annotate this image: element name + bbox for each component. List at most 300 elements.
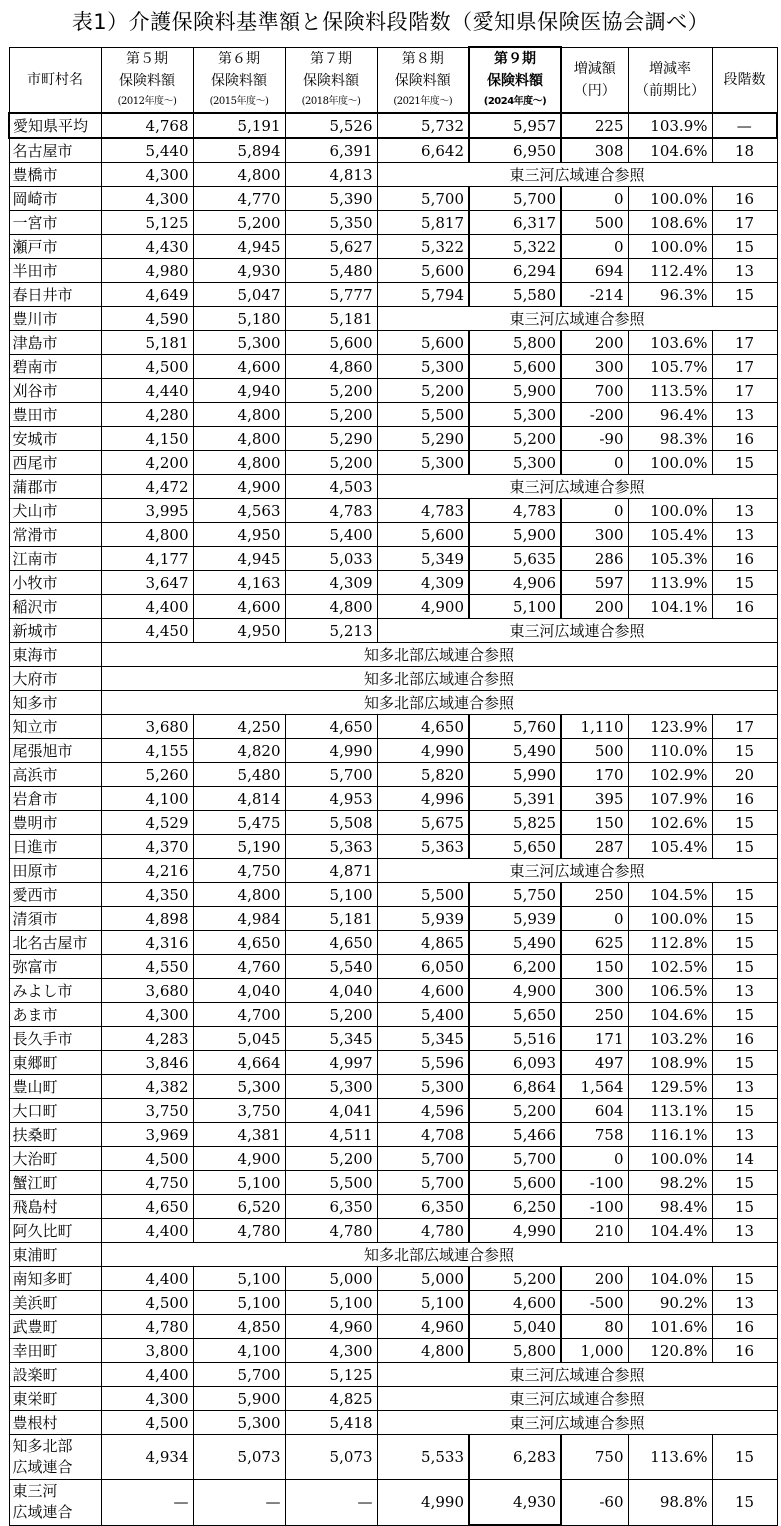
premium-period9: 5,800 — [469, 331, 561, 355]
step-count: 13 — [712, 1075, 777, 1099]
premium-period6: 5,180 — [193, 307, 285, 331]
premium-period8: 5,600 — [377, 331, 469, 355]
municipality-name: 幸田町 — [9, 1339, 101, 1363]
table-row — [9, 403, 777, 427]
municipality-name: 豊川市 — [9, 307, 101, 331]
change-amount: -90 — [561, 427, 628, 451]
premium-period8: 5,939 — [377, 907, 469, 931]
change-amount: -214 — [561, 283, 628, 307]
step-count: 15 — [712, 571, 777, 595]
premium-period9: 4,783 — [469, 499, 561, 523]
premium-period6: 4,700 — [193, 1003, 285, 1027]
premium-period6: 5,190 — [193, 835, 285, 859]
premium-period8: 5,000 — [377, 1267, 469, 1291]
premium-period5: 4,650 — [101, 1195, 193, 1219]
municipality-name: 西尾市 — [9, 451, 101, 475]
change-amount: 758 — [561, 1123, 628, 1147]
table-row — [9, 595, 777, 619]
municipality-name: 田原市 — [9, 859, 101, 883]
municipality-name: 大府市 — [9, 667, 101, 691]
premium-period5: 4,400 — [101, 595, 193, 619]
change-rate: 98.2% — [628, 1171, 712, 1195]
premium-period7: 4,871 — [285, 859, 377, 883]
premium-period9: 6,200 — [469, 955, 561, 979]
change-rate: 102.6% — [628, 811, 712, 835]
premium-period9: 5,391 — [469, 787, 561, 811]
change-amount: 0 — [561, 235, 628, 259]
premium-period6: 4,563 — [193, 499, 285, 523]
premium-period8: 6,642 — [377, 138, 469, 163]
premium-period7: 5,400 — [285, 523, 377, 547]
premium-period6: 4,760 — [193, 955, 285, 979]
step-count: 16 — [712, 1027, 777, 1051]
table-row — [9, 571, 777, 595]
premium-period5: 4,400 — [101, 1267, 193, 1291]
premium-period7: 5,200 — [285, 403, 377, 427]
change-rate: 102.9% — [628, 763, 712, 787]
premium-period5: 4,780 — [101, 1315, 193, 1339]
premium-period6: 4,850 — [193, 1315, 285, 1339]
step-count: 15 — [712, 835, 777, 859]
change-amount: 300 — [561, 523, 628, 547]
premium-period5: 3,680 — [101, 979, 193, 1003]
table-row — [9, 691, 777, 715]
premium-period5: 4,934 — [101, 1435, 193, 1480]
premium-period8: 5,500 — [377, 883, 469, 907]
change-rate: 104.5% — [628, 883, 712, 907]
table-row — [9, 1435, 777, 1480]
table-row — [9, 1147, 777, 1171]
step-count: 16 — [712, 1339, 777, 1363]
change-rate: 107.9% — [628, 787, 712, 811]
table-row — [9, 547, 777, 571]
premium-period7: 5,200 — [285, 451, 377, 475]
premium-period7: 4,783 — [285, 499, 377, 523]
change-amount: 0 — [561, 499, 628, 523]
reference-note: 東三河広域連合参照 — [377, 475, 777, 499]
premium-period7: 4,997 — [285, 1051, 377, 1075]
change-rate: 129.5% — [628, 1075, 712, 1099]
change-rate: 108.9% — [628, 1051, 712, 1075]
table-row — [9, 979, 777, 1003]
table-row — [9, 1315, 777, 1339]
table-row — [9, 787, 777, 811]
premium-period6: 4,814 — [193, 787, 285, 811]
premium-period8: 4,596 — [377, 1099, 469, 1123]
step-count: — — [712, 113, 777, 138]
change-rate: 101.6% — [628, 1315, 712, 1339]
change-rate: 123.9% — [628, 715, 712, 739]
municipality-name: 名古屋市 — [9, 138, 101, 163]
premium-period9: 6,317 — [469, 211, 561, 235]
table-row — [9, 283, 777, 307]
premium-period7: 5,345 — [285, 1027, 377, 1051]
premium-period7: 5,700 — [285, 763, 377, 787]
premium-period5: 4,370 — [101, 835, 193, 859]
header-municipality: 市町村名 — [9, 47, 101, 113]
premium-period6: 5,073 — [193, 1435, 285, 1480]
premium-period8: 5,675 — [377, 811, 469, 835]
premium-period9: 6,864 — [469, 1075, 561, 1099]
change-rate: 113.5% — [628, 379, 712, 403]
municipality-name: 清須市 — [9, 907, 101, 931]
premium-period8: 5,732 — [377, 113, 469, 138]
table-row — [9, 1171, 777, 1195]
premium-period5: 4,500 — [101, 1147, 193, 1171]
change-rate: 120.8% — [628, 1339, 712, 1363]
table-row — [9, 138, 777, 163]
table-row — [9, 1480, 777, 1526]
table-row — [9, 379, 777, 403]
municipality-name: 東栄町 — [9, 1387, 101, 1411]
table-row — [9, 1219, 777, 1243]
header-steps: 段階数 — [712, 47, 777, 113]
change-rate: 98.3% — [628, 427, 712, 451]
change-rate: 103.9% — [628, 113, 712, 138]
table-row — [9, 619, 777, 643]
premium-period7: 5,181 — [285, 307, 377, 331]
premium-period6: 4,984 — [193, 907, 285, 931]
municipality-name: 安城市 — [9, 427, 101, 451]
premium-period8: 6,050 — [377, 955, 469, 979]
premium-period7: 4,860 — [285, 355, 377, 379]
premium-period9: 5,650 — [469, 835, 561, 859]
premium-period6: 4,800 — [193, 403, 285, 427]
premium-period7: 4,041 — [285, 1099, 377, 1123]
reference-note: 東三河広域連合参照 — [377, 307, 777, 331]
premium-period8: 6,350 — [377, 1195, 469, 1219]
premium-period5: 4,316 — [101, 931, 193, 955]
premium-period8: 5,533 — [377, 1435, 469, 1480]
premium-period6: 4,945 — [193, 235, 285, 259]
change-amount: 497 — [561, 1051, 628, 1075]
premium-period7: 5,200 — [285, 1147, 377, 1171]
reference-note: 東三河広域連合参照 — [377, 163, 777, 187]
premium-period7: 5,418 — [285, 1411, 377, 1435]
premium-period9: 5,300 — [469, 403, 561, 427]
premium-period9: 5,200 — [469, 1267, 561, 1291]
premium-period7: 5,480 — [285, 259, 377, 283]
premium-period7: 6,391 — [285, 138, 377, 163]
table-row — [9, 307, 777, 331]
premium-period9: 5,600 — [469, 355, 561, 379]
table-row — [9, 811, 777, 835]
step-count: 15 — [712, 739, 777, 763]
premium-period5: 4,100 — [101, 787, 193, 811]
table-row — [9, 907, 777, 931]
premium-period8: 4,800 — [377, 1339, 469, 1363]
premium-period6: 5,191 — [193, 113, 285, 138]
premium-period7: 4,040 — [285, 979, 377, 1003]
change-amount: 170 — [561, 763, 628, 787]
premium-period7: 5,200 — [285, 1003, 377, 1027]
change-rate: 110.0% — [628, 739, 712, 763]
reference-note: 東三河広域連合参照 — [377, 619, 777, 643]
premium-period6: 5,894 — [193, 138, 285, 163]
premium-period9: 5,990 — [469, 763, 561, 787]
premium-period8: 4,783 — [377, 499, 469, 523]
premium-period8: 5,100 — [377, 1291, 469, 1315]
change-amount: -100 — [561, 1171, 628, 1195]
table-row — [9, 451, 777, 475]
municipality-name: 知立市 — [9, 715, 101, 739]
premium-period6: 5,100 — [193, 1267, 285, 1291]
premium-period9: 6,283 — [469, 1435, 561, 1480]
table-row — [9, 1099, 777, 1123]
premium-period7: 5,627 — [285, 235, 377, 259]
step-count: 20 — [712, 763, 777, 787]
header-period5: 第５期 保険料額 (2012年度〜) — [101, 47, 193, 113]
premium-period6: 5,300 — [193, 331, 285, 355]
premium-period7: 5,073 — [285, 1435, 377, 1480]
change-amount: 0 — [561, 1147, 628, 1171]
premium-period7: 4,953 — [285, 787, 377, 811]
step-count: 15 — [712, 1099, 777, 1123]
premium-period6: 5,100 — [193, 1171, 285, 1195]
municipality-name: 大口町 — [9, 1099, 101, 1123]
premium-period7: 5,777 — [285, 283, 377, 307]
premium-period9: 5,300 — [469, 451, 561, 475]
change-rate: 96.3% — [628, 283, 712, 307]
reference-note: 東三河広域連合参照 — [377, 1387, 777, 1411]
municipality-name: 大治町 — [9, 1147, 101, 1171]
table-row — [9, 1027, 777, 1051]
premium-period7: 5,526 — [285, 113, 377, 138]
premium-period8: 5,500 — [377, 403, 469, 427]
premium-period8: 5,700 — [377, 1171, 469, 1195]
municipality-name: 尾張旭市 — [9, 739, 101, 763]
premium-period5: 4,590 — [101, 307, 193, 331]
municipality-name: 北名古屋市 — [9, 931, 101, 955]
table-row — [9, 859, 777, 883]
premium-period9: 6,294 — [469, 259, 561, 283]
step-count: 13 — [712, 523, 777, 547]
premium-period5: 4,898 — [101, 907, 193, 931]
municipality-name: あま市 — [9, 1003, 101, 1027]
change-amount: 250 — [561, 883, 628, 907]
table-row — [9, 259, 777, 283]
premium-period7: 5,363 — [285, 835, 377, 859]
premium-period9: 5,635 — [469, 547, 561, 571]
change-rate: 104.6% — [628, 1003, 712, 1027]
reference-note: 知多北部広域連合参照 — [101, 643, 777, 667]
change-rate: 116.1% — [628, 1123, 712, 1147]
premium-period5: 4,150 — [101, 427, 193, 451]
premium-period8: 5,400 — [377, 1003, 469, 1027]
premium-period6: 4,800 — [193, 163, 285, 187]
premium-period6: 5,200 — [193, 211, 285, 235]
change-rate: 100.0% — [628, 1147, 712, 1171]
premium-period9: 5,040 — [469, 1315, 561, 1339]
premium-period9: 5,200 — [469, 427, 561, 451]
premium-period6: 5,047 — [193, 283, 285, 307]
municipality-name: 高浜市 — [9, 763, 101, 787]
step-count: 16 — [712, 187, 777, 211]
table-row — [9, 1243, 777, 1267]
municipality-name: 小牧市 — [9, 571, 101, 595]
premium-period5: — — [101, 1480, 193, 1526]
premium-period7: 4,309 — [285, 571, 377, 595]
premium-period6: 5,300 — [193, 1075, 285, 1099]
premium-period6: 4,040 — [193, 979, 285, 1003]
step-count: 15 — [712, 1003, 777, 1027]
premium-period5: 4,450 — [101, 619, 193, 643]
header-period9: 第９期 保険料額 (2024年度〜) — [469, 47, 561, 113]
change-rate: 113.6% — [628, 1435, 712, 1480]
change-amount: -60 — [561, 1480, 628, 1526]
premium-period6: — — [193, 1480, 285, 1526]
table-row — [9, 1267, 777, 1291]
premium-period8: 5,820 — [377, 763, 469, 787]
premium-period6: 6,520 — [193, 1195, 285, 1219]
municipality-name: 碧南市 — [9, 355, 101, 379]
premium-period5: 4,216 — [101, 859, 193, 883]
premium-period7: 5,508 — [285, 811, 377, 835]
premium-period8: 4,990 — [377, 1480, 469, 1526]
change-rate: 105.4% — [628, 835, 712, 859]
step-count: 16 — [712, 427, 777, 451]
header-period7: 第７期 保険料額 (2018年度〜) — [285, 47, 377, 113]
premium-period7: — — [285, 1480, 377, 1526]
premium-period8: 4,600 — [377, 979, 469, 1003]
change-rate: 105.3% — [628, 547, 712, 571]
change-amount: 250 — [561, 1003, 628, 1027]
premium-period7: 5,125 — [285, 1363, 377, 1387]
premium-period5: 4,500 — [101, 1291, 193, 1315]
premium-period9: 5,750 — [469, 883, 561, 907]
premium-period8: 4,990 — [377, 739, 469, 763]
step-count: 15 — [712, 1171, 777, 1195]
premium-period9: 4,990 — [469, 1219, 561, 1243]
header-diff: 増減額 （円） — [561, 47, 628, 113]
premium-period9: 5,939 — [469, 907, 561, 931]
table-row — [9, 523, 777, 547]
premium-period7: 4,650 — [285, 715, 377, 739]
table-row — [9, 211, 777, 235]
premium-period9: 5,900 — [469, 379, 561, 403]
premium-period7: 4,503 — [285, 475, 377, 499]
table-row — [9, 739, 777, 763]
premium-period8: 5,290 — [377, 427, 469, 451]
step-count: 15 — [712, 1435, 777, 1480]
premium-period7: 5,600 — [285, 331, 377, 355]
municipality-name-line2: 広域連合 — [12, 1458, 73, 1476]
premium-period5: 4,350 — [101, 883, 193, 907]
municipality-name: 半田市 — [9, 259, 101, 283]
change-amount: 171 — [561, 1027, 628, 1051]
municipality-name: 稲沢市 — [9, 595, 101, 619]
premium-period5: 4,550 — [101, 955, 193, 979]
premium-period5: 5,125 — [101, 211, 193, 235]
step-count: 13 — [712, 979, 777, 1003]
premium-period9: 5,700 — [469, 1147, 561, 1171]
step-count: 15 — [712, 451, 777, 475]
step-count: 15 — [712, 955, 777, 979]
premium-period5: 5,440 — [101, 138, 193, 163]
premium-period5: 5,181 — [101, 331, 193, 355]
step-count: 18 — [712, 138, 777, 163]
step-count: 13 — [712, 259, 777, 283]
premium-period5: 4,400 — [101, 1219, 193, 1243]
table-row — [9, 1051, 777, 1075]
premium-period6: 4,600 — [193, 355, 285, 379]
table-row — [9, 667, 777, 691]
table-row — [9, 835, 777, 859]
premium-period8: 5,322 — [377, 235, 469, 259]
change-rate: 105.4% — [628, 523, 712, 547]
change-amount: -100 — [561, 1195, 628, 1219]
municipality-name: 津島市 — [9, 331, 101, 355]
premium-period9: 5,322 — [469, 235, 561, 259]
premium-period6: 5,300 — [193, 1411, 285, 1435]
municipality-name: 豊根村 — [9, 1411, 101, 1435]
table-row — [9, 931, 777, 955]
premium-period9: 5,490 — [469, 931, 561, 955]
header-period6: 第６期 保険料額 (2015年度〜) — [193, 47, 285, 113]
change-rate: 112.8% — [628, 931, 712, 955]
premium-period9: 6,093 — [469, 1051, 561, 1075]
table-row — [9, 763, 777, 787]
premium-period6: 4,900 — [193, 475, 285, 499]
premium-period9: 4,930 — [469, 1480, 561, 1526]
premium-period6: 5,900 — [193, 1387, 285, 1411]
premium-period5: 4,280 — [101, 403, 193, 427]
municipality-name: 常滑市 — [9, 523, 101, 547]
premium-period6: 4,900 — [193, 1147, 285, 1171]
change-amount: 694 — [561, 259, 628, 283]
premium-period8: 5,300 — [377, 451, 469, 475]
premium-period5: 4,430 — [101, 235, 193, 259]
reference-note: 知多北部広域連合参照 — [101, 1243, 777, 1267]
premium-period7: 5,033 — [285, 547, 377, 571]
premium-period7: 4,813 — [285, 163, 377, 187]
premium-table-wrapper — [8, 46, 778, 1526]
step-count: 15 — [712, 1267, 777, 1291]
change-amount: 286 — [561, 547, 628, 571]
premium-period9: 5,516 — [469, 1027, 561, 1051]
premium-period6: 4,780 — [193, 1219, 285, 1243]
premium-period5: 4,800 — [101, 523, 193, 547]
change-rate: 108.6% — [628, 211, 712, 235]
premium-period9: 5,760 — [469, 715, 561, 739]
premium-period7: 4,825 — [285, 1387, 377, 1411]
table-row — [9, 715, 777, 739]
premium-period5: 4,382 — [101, 1075, 193, 1099]
premium-period5: 4,177 — [101, 547, 193, 571]
table-row — [9, 235, 777, 259]
change-amount: 604 — [561, 1099, 628, 1123]
page-title: 表1）介護保険料基準額と保険料段階数（愛知県保険医協会調べ） — [71, 10, 710, 34]
premium-period5: 5,260 — [101, 763, 193, 787]
premium-period6: 4,800 — [193, 451, 285, 475]
municipality-name: 長久手市 — [9, 1027, 101, 1051]
change-amount: 225 — [561, 113, 628, 138]
premium-period6: 4,800 — [193, 883, 285, 907]
change-rate: 103.6% — [628, 331, 712, 355]
premium-period7: 4,990 — [285, 739, 377, 763]
premium-period9: 5,100 — [469, 595, 561, 619]
premium-table — [8, 46, 778, 1526]
change-amount: 80 — [561, 1315, 628, 1339]
premium-period9: 5,200 — [469, 1099, 561, 1123]
premium-period8: 4,996 — [377, 787, 469, 811]
table-row — [9, 1003, 777, 1027]
premium-period5: 3,647 — [101, 571, 193, 595]
step-count: 15 — [712, 235, 777, 259]
premium-period7: 5,540 — [285, 955, 377, 979]
step-count: 16 — [712, 595, 777, 619]
municipality-name: 豊田市 — [9, 403, 101, 427]
